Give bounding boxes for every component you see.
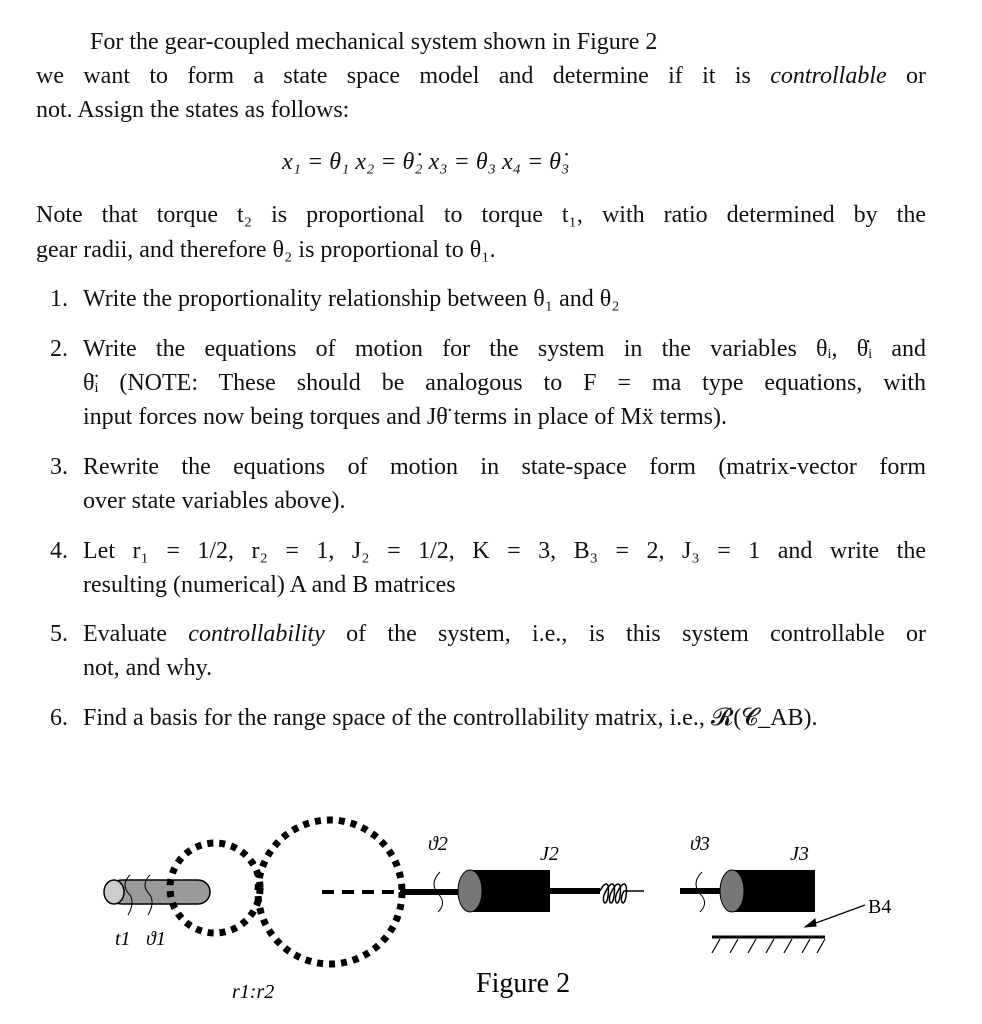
item-number: 3. (50, 454, 68, 480)
item-4-line: resulting (numerical) A and B matrices (83, 572, 456, 598)
item-5-line: not, and why. (83, 655, 213, 681)
item-6-line: Find a basis for the range space of the controllability matrix, i.e., 𝓡(𝓒_AB). (83, 705, 818, 731)
label-theta2: ϑ2 (428, 833, 448, 855)
controllable-emphasis: controllable (770, 63, 887, 89)
item-number: 2. (50, 336, 68, 362)
spring-k (600, 884, 644, 903)
note-line-2: gear radii, and therefore θ₂ is proportional to θ₁. (36, 237, 496, 263)
item-4-line: Let r₁ = 1/2, r₂ = 1, J₂ = 1/2, K = 3, B₃ = 2, J₃ = 1 and write the (83, 538, 926, 564)
label-t1: t1 (115, 928, 131, 950)
item-3-line: over state variables above). (83, 488, 346, 514)
item-2-line: Write the equations of motion for the system in the variables θᵢ, θ̇ᵢ and (83, 336, 926, 362)
intro-line-2 (36, 61, 926, 91)
item-5-text: of the system, i.e., is this system controllable or (346, 621, 927, 647)
label-ratio: r1:r2 (232, 981, 275, 1003)
label-j2: J2 (540, 843, 559, 865)
label-j3: J3 (790, 843, 809, 865)
item-number: 4. (50, 538, 68, 564)
note-line-1: Note that torque t₂ is proportional to torque t₁, with ratio determined by the (36, 202, 926, 228)
item-2-line: input forces now being torques and Jθ̈ terms in place of Mẍ terms). (83, 404, 728, 430)
item-number: 5. (50, 621, 68, 647)
item-2-line: θ̈ᵢ (NOTE: These should be analogous to F = ma type equations, with (83, 370, 926, 396)
item-1-line: Write the proportionality relationship between θ₁ and θ₂ (83, 286, 620, 312)
item-5-text: Evaluate (83, 621, 167, 647)
label-theta1: ϑ1 (146, 928, 166, 950)
state-assignment-equation: x₁ = θ₁ x₂ = θ̇₂ x₃ = θ₃ x₄ = θ̇₃ (282, 149, 570, 175)
item-3-line: Rewrite the equations of motion in state-space form (matrix-vector form (83, 454, 926, 480)
intro-text-or: or (906, 63, 927, 89)
input-shaft (104, 880, 210, 904)
figure-2-diagram (0, 790, 982, 1024)
inertia-j3 (720, 870, 815, 912)
figure-caption: Figure 2 (476, 968, 571, 999)
item-number: 6. (50, 705, 68, 731)
intro-text: we want to form a state space model and determine if it is (36, 63, 751, 89)
inertia-j2 (458, 870, 550, 912)
controllability-emphasis: controllability (188, 621, 325, 647)
item-number: 1. (50, 286, 68, 312)
intro-line-1: For the gear-coupled mechanical system shown in Figure 2 (90, 29, 658, 55)
ground-damper-b4 (712, 905, 865, 953)
intro-line-3: not. Assign the states as follows: (36, 97, 350, 123)
label-b4: B4 (868, 896, 892, 918)
item-5-line (83, 619, 926, 649)
label-theta3: ϑ3 (690, 833, 710, 855)
